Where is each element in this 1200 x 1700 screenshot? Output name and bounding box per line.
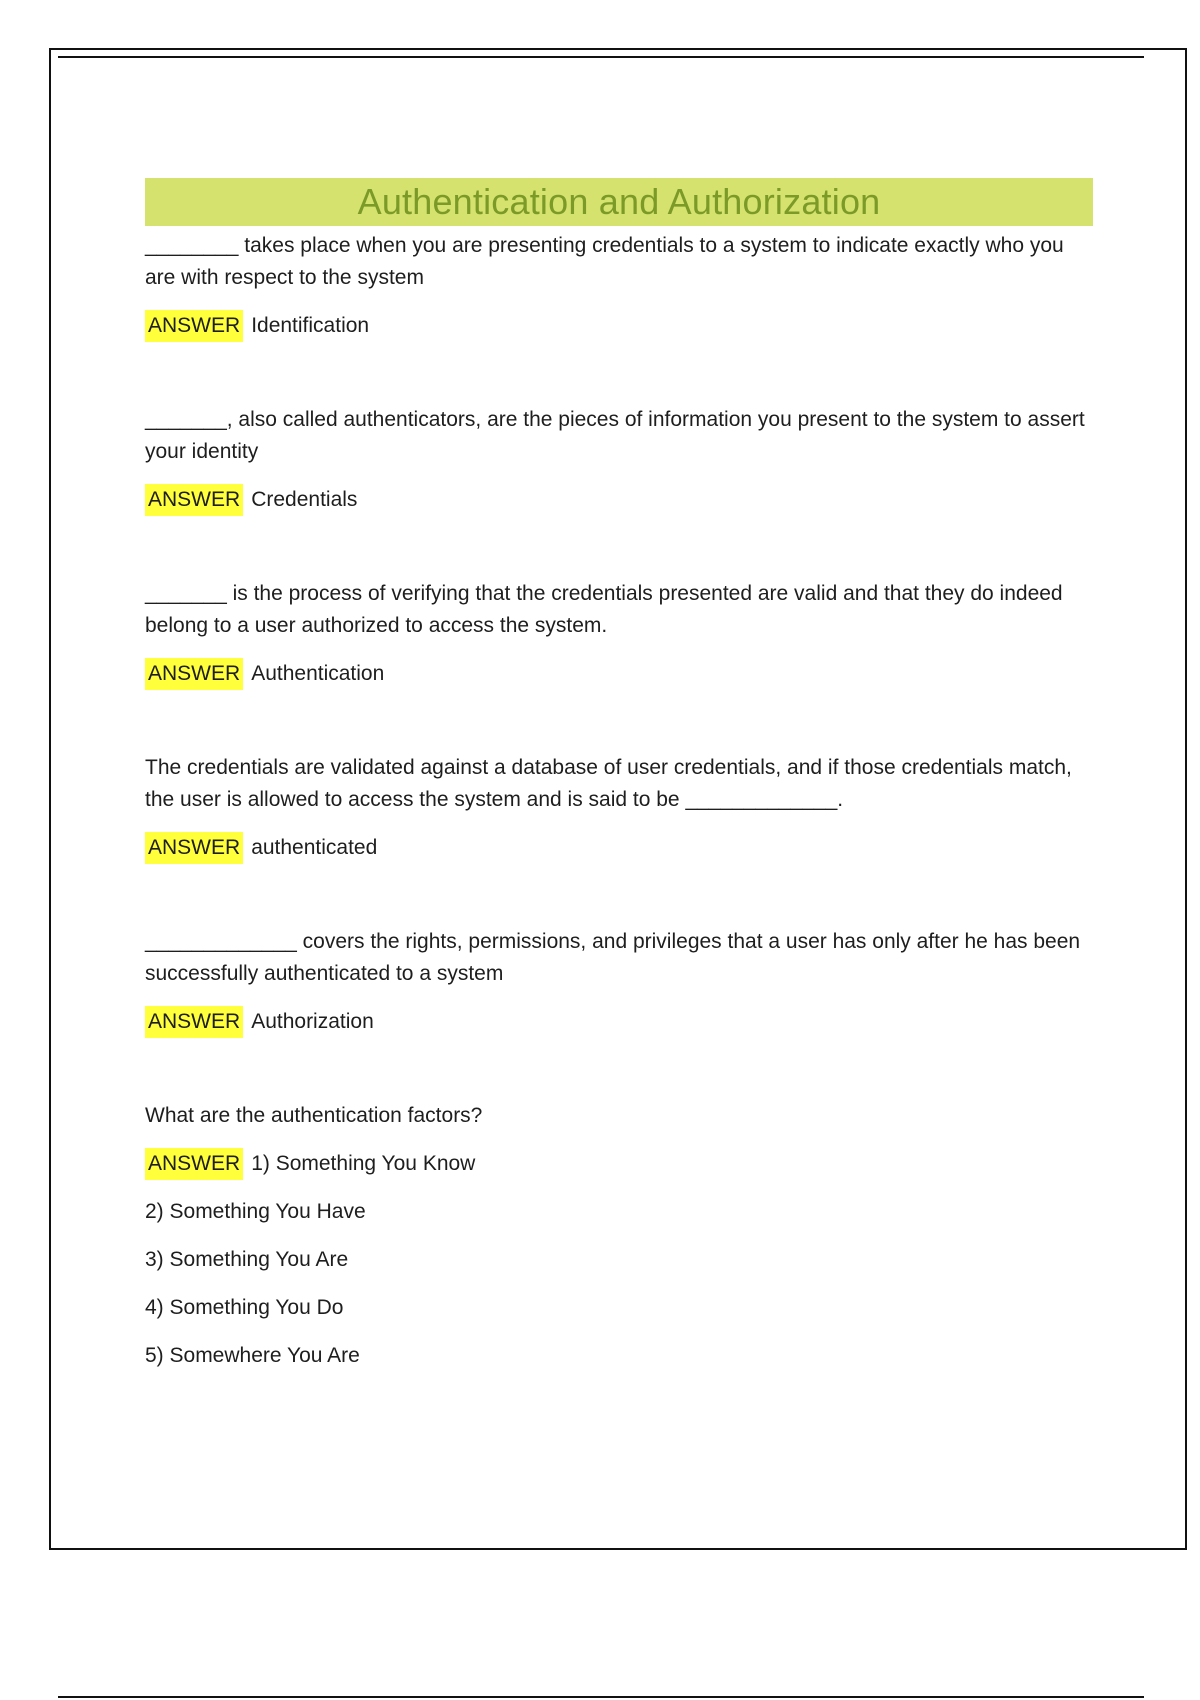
qa-item <box>145 752 1093 864</box>
answer-text: authenticated <box>251 836 378 859</box>
answer-line <box>145 1148 1093 1180</box>
factor-item: 3) Something You Are <box>145 1248 349 1271</box>
qa-item <box>145 926 1093 1038</box>
answer-text: Identification <box>251 314 370 337</box>
answer-label: ANSWER <box>145 310 243 342</box>
qa-item <box>145 230 1093 342</box>
question-text: _______ is the process of verifying that the credentials presented are valid and that they do indeed belong to a user authorized to access the system. <box>145 582 1063 637</box>
question-text: The credentials are validated against a database of user credentials, and if those credentials match, the user is allowed to access the system and is said to be _____________. <box>145 756 1072 811</box>
answer-line <box>145 484 1093 516</box>
answer-label: ANSWER <box>145 1006 243 1038</box>
document-title: Authentication and Authorization <box>357 181 881 222</box>
answer-line <box>145 1006 1093 1038</box>
factor-item: 2) Something You Have <box>145 1200 366 1223</box>
answer-label: ANSWER <box>145 484 243 516</box>
factor-item: 4) Something You Do <box>145 1296 344 1319</box>
answer-label: ANSWER <box>145 832 243 864</box>
factor-item: 5) Somewhere You Are <box>145 1344 360 1367</box>
answer-line <box>145 658 1093 690</box>
answer-text: Authorization <box>251 1010 374 1033</box>
qa-item <box>145 578 1093 690</box>
question-text: _______, also called authenticators, are the pieces of information you present to the system to assert your identity <box>145 408 1085 463</box>
answer-line <box>145 310 1093 342</box>
answer-line <box>145 832 1093 864</box>
question-text: _____________ covers the rights, permissions, and privileges that a user has only after he has been successfully authenticated to a system <box>145 930 1081 985</box>
answer-label: ANSWER <box>145 658 243 690</box>
answer-label: ANSWER <box>145 1148 243 1180</box>
answer-text: Authentication <box>251 662 385 685</box>
header-rule <box>58 56 1144 58</box>
question-text: What are the authentication factors? <box>145 1104 483 1127</box>
document-body <box>145 178 1093 1372</box>
answer-text: 1) Something You Know <box>251 1152 476 1175</box>
qa-item <box>145 404 1093 516</box>
title-banner <box>145 178 1093 226</box>
footer-rule <box>58 1696 1144 1698</box>
qa-item <box>145 1100 1093 1372</box>
answer-text: Credentials <box>251 488 358 511</box>
question-text: ________ takes place when you are presenting credentials to a system to indicate exactly who you are with respect to the system <box>145 234 1064 289</box>
